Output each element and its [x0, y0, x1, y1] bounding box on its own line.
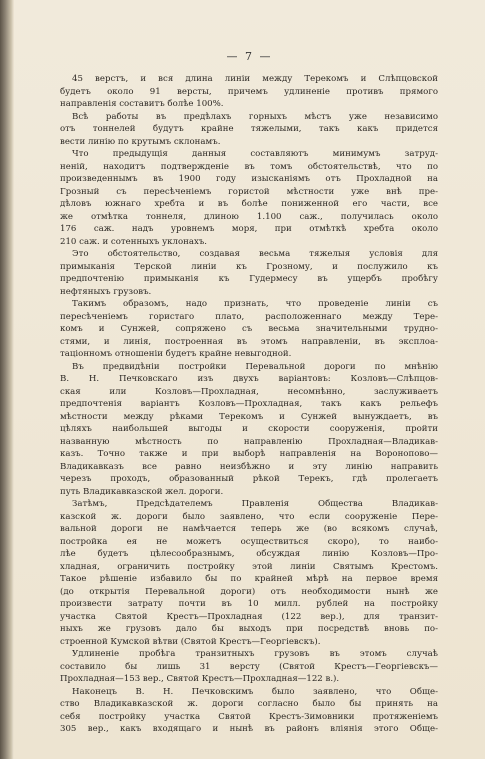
text-line: дѣловъ южнаго хребта и въ болѣе пониженной его части, все	[60, 199, 438, 209]
text-line: неній, находитъ подтвержденіе въ томъ обстоятельствѣ, что по	[60, 161, 438, 172]
text-line: 176 саж. надъ уровнемъ моря, при отмѣткѣ хребта около	[60, 224, 438, 234]
text-line: казской ж. дороги было заявлено, что если сооруженіе Пере-	[60, 511, 438, 522]
text-line: Такимъ образомъ, надо признать, что проведеніе линіи съ	[72, 299, 438, 309]
text-line: Такое рѣшеніе избавило бы по крайней мѣрѣ на первое время	[60, 574, 438, 584]
paragraph	[60, 73, 438, 111]
text-line: предпочтенія варіантъ Козловъ—Прохладная, такъ какъ рельефъ	[60, 399, 438, 409]
book-binding	[0, 0, 14, 759]
text-line: строенной Кумской вѣтви (Святой Крестъ—Георгіевскъ).	[60, 636, 321, 647]
text-line: Затѣмъ, Предсѣдателемъ Правленія Общества Владикав-	[72, 499, 438, 509]
text-line: будетъ около 91 версты, причемъ удлиненіе противъ прямого	[60, 86, 438, 97]
text-line: составило бы лишь 31 версту (Святой Крестъ—Георгіевскъ—	[60, 661, 438, 672]
paragraph	[60, 361, 438, 499]
text-line: ныхъ же грузовъ дало бы выходъ при посредствѣ вновь по-	[60, 624, 438, 634]
text-line: стями, и линія, построенная въ этомъ направленіи, въ эксплоа-	[60, 336, 438, 347]
text-line: же отмѣтка тоннеля, длиною 1.100 саж., получилась около	[60, 211, 438, 222]
text-line: хладная, ограничить постройку этой линіи Святымъ Крестомъ.	[60, 561, 438, 572]
text-line: вести линію по крутымъ склонамъ.	[60, 136, 221, 147]
text-line: лѣе будетъ цѣлесообразнымъ, обсуждая линію Козловъ—Про-	[60, 549, 438, 559]
text-line: Въ предвидѣніи постройки Перевальной дороги по мнѣнію	[72, 361, 438, 372]
text-line: 305 вер., какъ входящаго и нынѣ въ районъ вліянія этого Обще-	[60, 724, 438, 734]
text-line: нефтяныхъ грузовъ.	[60, 286, 152, 297]
text-line: произвести затрату почти въ 10 милл. рублей на постройку	[60, 599, 438, 609]
text-line: мѣстности между рѣками Терекомъ и Сунжей вынуждаетъ, въ	[60, 411, 438, 422]
text-line: пересѣченіемъ гористаго плато, расположеннаго между Тере-	[60, 311, 438, 322]
text-line: комъ и Сунжей, сопряжено съ весьма значительными трудно-	[60, 324, 438, 334]
text-line: Прохладная—153 вер., Святой Крестъ—Прохладная—122 в.).	[60, 674, 340, 684]
paragraph	[60, 648, 438, 686]
text-line: Это обстоятельство, создавая весьма тяжелыя условія для	[72, 249, 438, 259]
text-line: постройка ея не можетъ осуществиться скоро), то наибо-	[60, 536, 438, 547]
text-line: предпочтенію примыканія къ Гудермесу въ ущербъ пробѣгу	[60, 274, 438, 284]
text-line: себя постройку участка Святой Крестъ-Зимовники протяженіемъ	[60, 711, 438, 722]
paragraph	[60, 298, 438, 361]
text-line: вальной дороги не намѣчается теперь же (во всякомъ случаѣ,	[60, 524, 438, 534]
text-line: Наконецъ В. Н. Печковскимъ было заявлено, что Обще-	[72, 686, 438, 697]
text-line: казъ. Точно также и при выборѣ направленія на Воронопово—	[60, 449, 438, 459]
text-line: 210 саж. и сотенныхъ уклонахъ.	[60, 236, 208, 247]
text-line: направленія составитъ болѣе 100%.	[60, 99, 224, 109]
text-line: путь Владикавказской жел. дороги.	[60, 486, 224, 497]
text-line: Что предыдущія данныя составляютъ минимумъ затруд-	[72, 149, 438, 159]
text-line: ская или Козловъ—Прохладная, несомнѣнно, заслуживаетъ	[60, 386, 438, 397]
text-line: примыканія Терской линіи къ Грозному, и послужило къ	[60, 261, 438, 272]
page-body-text	[60, 73, 438, 736]
text-line: названную мѣстность по направленію Прохладная—Владикав-	[60, 436, 438, 447]
text-line: (до открытія Перевальной дороги) отъ необходимости нынѣ же	[60, 586, 438, 597]
text-line: участка Святой Крестъ—Прохладная (122 вер.), для транзит-	[60, 611, 438, 622]
text-line: В. Н. Печковскаго изъ двухъ варіантовъ: Козловъ—Слѣпцов-	[60, 374, 438, 384]
paragraph	[60, 498, 438, 648]
text-line: Грозный съ пересѣченіемъ гористой мѣстности уже внѣ пре-	[60, 186, 438, 197]
text-line: Всѣ работы въ предѣлахъ горныхъ мѣстъ уже независимо	[72, 111, 438, 122]
text-line: произведеннымъ въ 1900 году изысканіямъ отъ Прохладной на	[60, 174, 438, 184]
paragraph	[60, 111, 438, 149]
text-line: 45 верстъ, и вся длина линіи между Терекомъ и Слѣпцовской	[72, 74, 438, 84]
paragraph	[60, 148, 438, 248]
page-number: — 7 —	[226, 50, 273, 63]
text-line: ство Владикавказской ж. дороги согласно было бы принять на	[60, 699, 438, 709]
text-line: черезъ проходъ, образованный рѣкой Терекъ, гдѣ пролегаетъ	[60, 474, 438, 484]
paragraph	[60, 686, 438, 736]
text-line: отъ тоннелей будутъ крайне тяжелыми, такъ какъ придется	[60, 124, 438, 134]
text-line: Удлиненіе пробѣга транзитныхъ грузовъ въ этомъ случаѣ	[72, 649, 438, 659]
text-line: Владикавказъ все равно неизбѣжно и эту линію направить	[60, 461, 438, 472]
text-line: таціонномъ отношеніи будетъ крайне невыгодной.	[60, 349, 292, 359]
paragraph	[60, 248, 438, 298]
book-page	[14, 0, 485, 759]
text-line: цѣляхъ наибольшей выгоды и скорости сооруженія, пройти	[60, 424, 438, 434]
